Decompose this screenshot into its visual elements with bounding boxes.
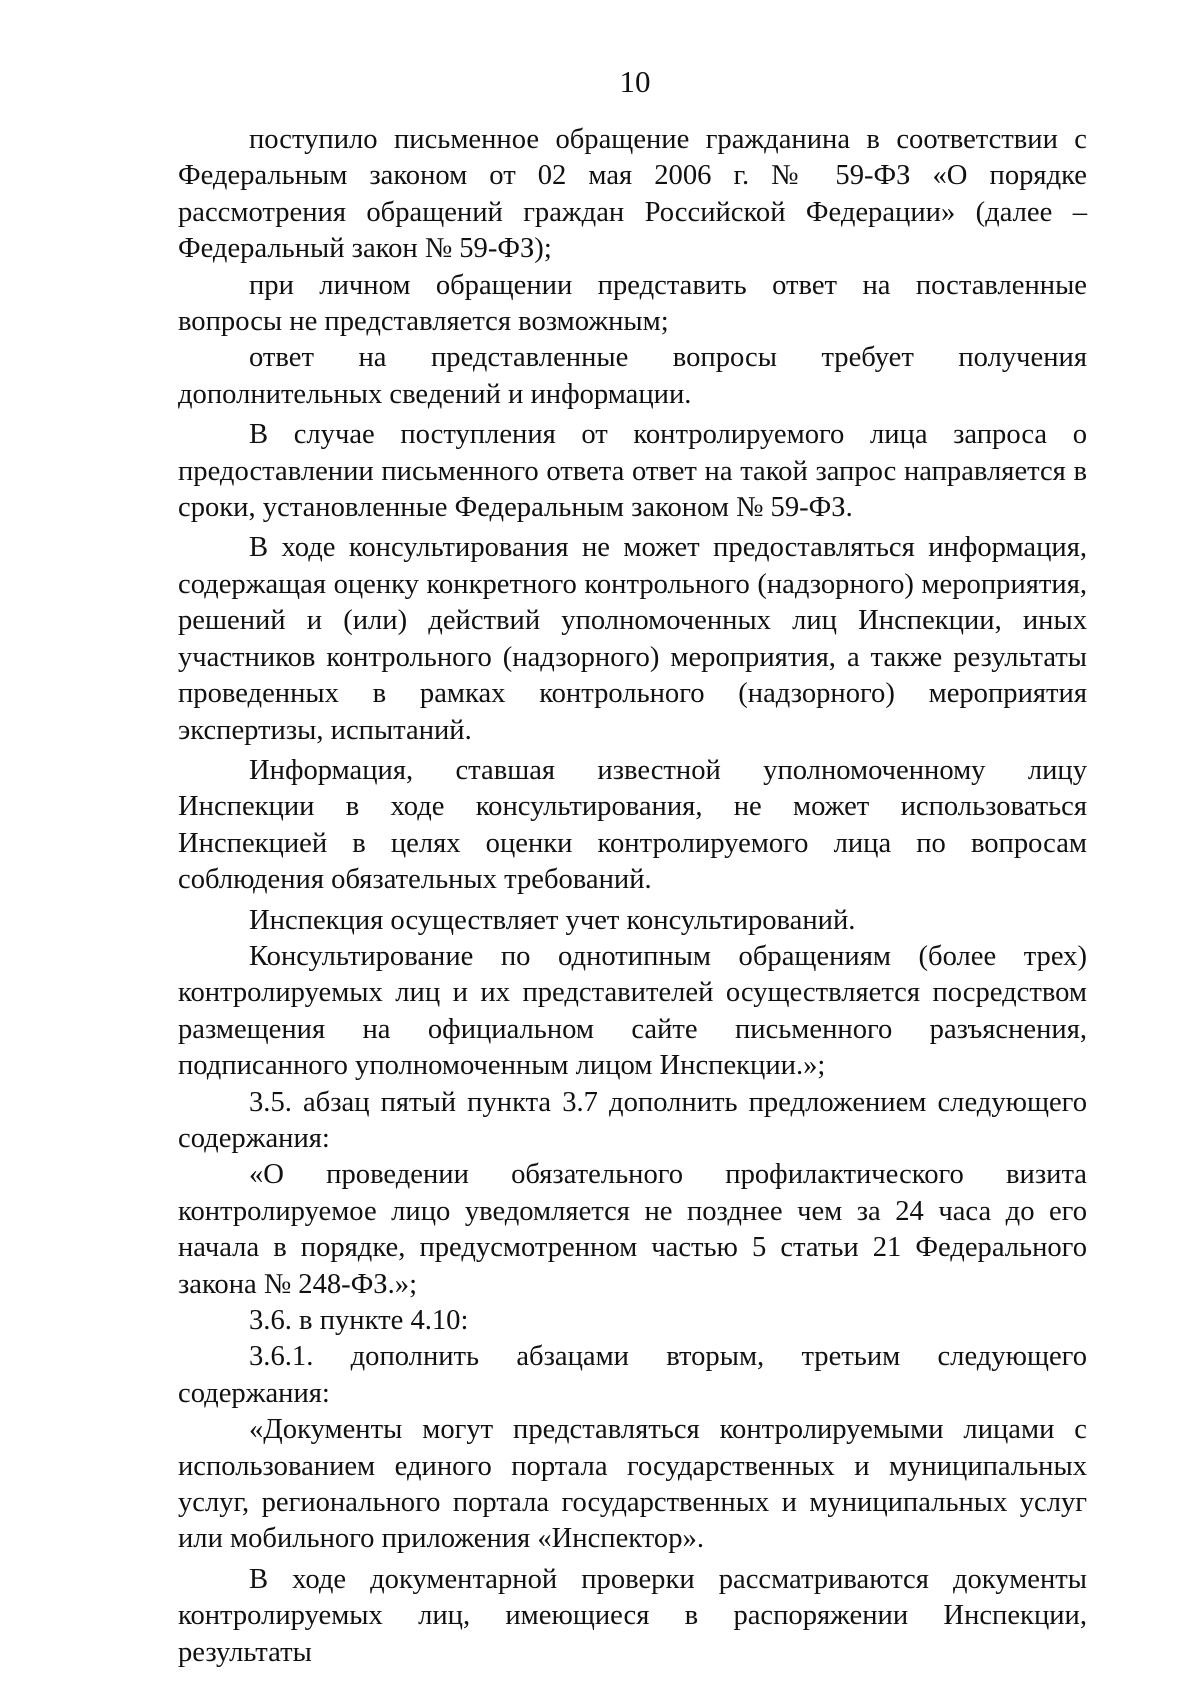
paragraph-6: Информация, ставшая известной уполномоченному лицу Инспекции в ходе консультирования, не может использоваться Инспекцией в целях оценки контролируемого лица по вопросам соблюдения обязательных требований. [178, 754, 1087, 896]
body-text [178, 122, 1087, 1671]
page-number: 10 [619, 64, 651, 99]
paragraph-10: «О проведении обязательного профилактического визита контролируемое лицо уведомляется не позднее чем за 24 часа до его начала в порядке, предусмотренном частью 5 статьи 21 Федерального закона № 248-ФЗ.»; [178, 1159, 1087, 1300]
paragraph-4: В случае поступления от контролируемого лица запроса о предоставлении письменного ответа ответ на такой запрос направляется в сроки, установленные Федеральным законом № 59-ФЗ. [178, 419, 1087, 524]
paragraph-12: 3.6.1. дополнить абзацами вторым, третьим следующего содержания: [178, 1341, 1087, 1409]
paragraph-9: 3.5. абзац пятый пункта 3.7 дополнить предложением следующего содержания: [178, 1086, 1087, 1154]
paragraph-2: при личном обращении представить ответ на поставленные вопросы не представляется возможным; [178, 269, 1087, 338]
paragraph-3: ответ на представленные вопросы требует получения дополнительных сведений и информации. [178, 342, 1087, 410]
paragraph-1: поступило письменное обращение гражданина в соответствии с Федеральным законом от 02 мая 2006 г. № 59-ФЗ «О порядке рассмотрения обращений граждан Российской Федерации» (далее – Федеральный закон № 59-ФЗ); [178, 124, 1087, 265]
paragraph-14: В ходе документарной проверки рассматриваются документы контролируемых лиц, имеющиеся в распоряжении Инспекции, результаты [178, 1563, 1087, 1668]
paragraph-13: «Документы могут представляться контролируемыми лицами с использованием единого портала государственных и муниципальных услуг, регионального портала государственных и муниципальных услуг или мобильного приложения «Инспектор». [178, 1414, 1087, 1555]
paragraph-5: В ходе консультирования не может предоставляться информация, содержащая оценку конкретного контрольного (надзорного) мероприятия, решений и (или) действий уполномоченных лиц Инспекции, иных участников контрольного (надзорного) мероприятия, а также результаты проведенных в рамках контрольного (надзорного) мероприятия экспертизы, испытаний. [178, 532, 1087, 746]
paragraph-11: 3.6. в пункте 4.10: [249, 1305, 469, 1336]
paragraph-7: Инспекция осуществляет учет консультирований. [249, 904, 856, 936]
paragraph-8: Консультирование по однотипным обращениям (более трех) контролируемых лиц и их представителей осуществляется посредством размещения на официальном сайте письменного разъяснения, подписанного уполномоченным лицом Инспекции.»; [178, 940, 1087, 1082]
